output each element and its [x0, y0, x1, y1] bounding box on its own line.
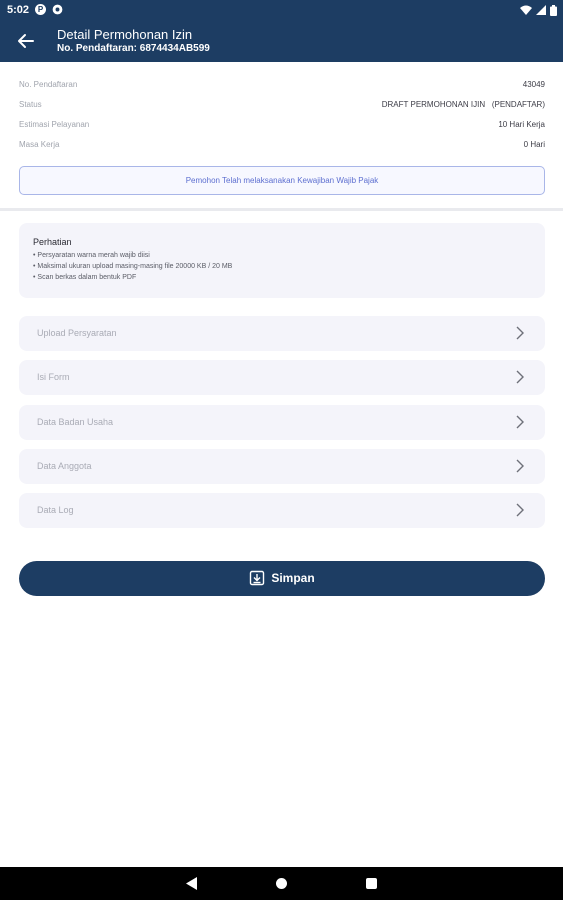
status-bar — [0, 0, 563, 20]
chevron-right-icon — [515, 503, 525, 517]
menu-item-fill-form[interactable] — [19, 360, 545, 395]
chevron-right-icon — [515, 415, 525, 429]
wifi-icon — [520, 5, 532, 15]
detail-row-registration-number — [19, 78, 545, 92]
page-subtitle: No. Pendaftaran: 6874434AB599 — [57, 43, 210, 54]
detail-label: Masa Kerja — [19, 140, 60, 149]
nav-home-icon[interactable] — [276, 878, 287, 889]
detail-value: DRAFT PERMOHONAN IJIN (PENDAFTAR) — [381, 100, 545, 109]
gear-icon — [51, 3, 64, 16]
notice-item: • Maksimal ukuran upload masing-masing file 20000 KB / 20 MB — [33, 263, 233, 270]
menu-item-members[interactable] — [19, 449, 545, 484]
app-notification-icon: P — [35, 4, 46, 15]
page-title: Detail Permohonan Izin — [57, 27, 193, 42]
status-time: 5:02 — [7, 4, 30, 16]
save-button[interactable] — [19, 561, 545, 596]
detail-row-service-estimate — [19, 118, 545, 132]
menu-item-label: Data Badan Usaha — [37, 417, 114, 427]
status-indicators — [520, 4, 557, 16]
menu-item-label: Isi Form — [37, 372, 70, 382]
chevron-right-icon — [515, 370, 525, 384]
notice-card — [19, 223, 545, 298]
battery-icon — [550, 5, 557, 16]
notice-item: • Scan berkas dalam bentuk PDF — [33, 274, 137, 281]
system-navigation-bar — [0, 867, 563, 900]
detail-value: 10 Hari Kerja — [498, 120, 545, 129]
menu-item-label: Upload Persyaratan — [37, 328, 117, 338]
back-arrow-icon[interactable] — [14, 29, 38, 53]
menu-item-upload-requirements[interactable] — [19, 316, 545, 351]
notice-item: • Persyaratan warna merah wajib diisi — [33, 252, 150, 259]
menu-item-business-entity[interactable] — [19, 405, 545, 440]
detail-value: 43049 — [522, 80, 545, 89]
detail-row-work-period — [19, 138, 545, 152]
nav-recents-icon[interactable] — [366, 878, 377, 889]
menu-item-label: Data Anggota — [37, 461, 92, 471]
chevron-right-icon — [515, 459, 525, 473]
nav-back-icon[interactable] — [186, 877, 197, 890]
signal-icon — [536, 5, 546, 15]
menu-item-label: Data Log — [37, 505, 74, 515]
section-divider — [0, 208, 563, 211]
detail-row-status — [19, 98, 545, 112]
tax-obligation-button[interactable]: Pemohon Telah melaksanakan Kewajiban Wajib Pajak — [19, 166, 545, 195]
save-button-label: Simpan — [271, 571, 315, 585]
save-icon — [249, 570, 265, 586]
detail-label: Estimasi Pelayanan — [19, 120, 90, 129]
detail-value: 0 Hari — [523, 140, 545, 149]
notice-title: Perhatian — [33, 237, 72, 247]
detail-label: No. Pendaftaran — [19, 80, 78, 89]
menu-item-log[interactable] — [19, 493, 545, 528]
app-bar — [0, 20, 563, 62]
chevron-right-icon — [515, 326, 525, 340]
detail-label: Status — [19, 100, 42, 109]
